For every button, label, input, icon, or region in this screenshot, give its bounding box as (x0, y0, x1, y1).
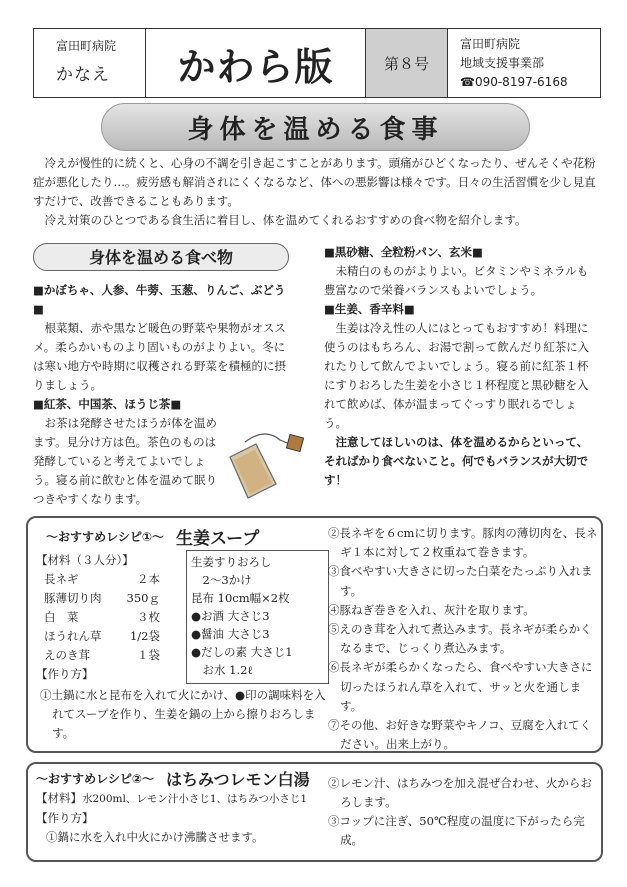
newsletter-nickname: かなえ (56, 65, 110, 85)
recipe-step: ③食べやすい大きさに切った白菜をたっぷり入れます。 (328, 564, 593, 598)
recipe-2-ingredients-text: 水200ml、レモン汁小さじ1、はちみつ小さじ1 (82, 793, 308, 805)
seasoning-item: お水 1.2ℓ (191, 663, 253, 677)
ingredient-qty: 350ｇ (126, 591, 160, 605)
recipe-1-left (36, 518, 326, 740)
food-text-tea: お茶は発酵させたほうが体を温めます。見分け方は色。茶色のものは発酵していると考えてよいでしょう。寝る前に飲むと体を温めて眠りつきやすくなります。 (33, 416, 217, 506)
hospital-name: 富田町病院 (56, 39, 117, 53)
ingredient-qty: ２本 (137, 572, 160, 586)
phone-number: ☎090-8197-6168 (460, 75, 568, 89)
masthead-hospital (34, 29, 146, 97)
ingredient-name: 長ネギ (44, 572, 79, 586)
masthead (33, 28, 601, 98)
dept-hospital: 富田町病院 (460, 37, 521, 51)
food-text-ginger: 生姜は冷え性の人にはとってもおすすめ！料理に使うのはもちろん、お湯で割って飲んだり紅茶に入れたりして飲んでよいでしょう。寝る前に紅茶１杯にすりおろした生姜を小さじ１杯程度と黒砂糖を入れて飲めば、体が温まってぐっすり眠れるでしょう。 (324, 321, 590, 430)
recipe-1-method-heading: 【作り方】 (36, 667, 94, 681)
seasoning-item: ●だしの素 大さじ1 (191, 645, 293, 659)
recipe-1-box (26, 516, 603, 753)
seasoning-item: 生姜すりおろし (191, 555, 272, 569)
food-note: 注意してほしいのは、体を温めるからといって、そればかり食べないこと。何でもバランスが大切です！ (324, 435, 589, 487)
recipe-1-name: 生姜スープ (175, 529, 260, 549)
food-heading-ginger: ■生姜、香辛料■ (324, 302, 415, 316)
recipe-2-title-row (36, 770, 331, 789)
dept-name: 地域支援事業部 (460, 56, 545, 70)
recipe-2-tag: ～おすすめレシピ②～ (36, 772, 154, 786)
recipe-2-step-1: ①鍋に水を入れ中火にかけ沸騰させます。 (46, 830, 264, 844)
recipe-step: ②レモン汁、はちみつを加え混ぜ合わせ、火からおろします。 (328, 776, 592, 809)
recipe-step: ②長ネギを６cmに切ります。豚肉の薄切肉を、長ネギ１本に対して２枚重ねて巻きます。 (328, 526, 598, 560)
recipe-step: ③コップに注ぎ、50℃程度の温度に下がったら完成。 (328, 814, 585, 847)
ingredient-name: 白 菜 (44, 610, 79, 624)
seasoning-item: ●お酒 大さじ3 (191, 609, 270, 623)
recipe-2-ingredients (36, 789, 331, 809)
recipe-2-box (26, 762, 603, 862)
recipe-1-step-1: ①土鍋に水と昆布を入れて火にかけ、●印の調味料を入れてスープを作り、生姜を鍋の上から擦りおろします。 (40, 688, 326, 740)
ingredient-qty: １袋 (137, 648, 160, 662)
tea-bag-illustration (220, 422, 310, 502)
recipe-step: ④豚ねぎ巻きを入れ、灰汁を取ります。 (328, 602, 535, 617)
food-text-vegetables: 根菜類、赤や黒など暖色の野菜や果物がオススメ。柔らかいものより固いものがよりよい。冬には寒い地方や時期に収穫される野菜を積極的に摂りましょう。 (33, 321, 286, 392)
food-heading-vegetables: ■かぼちゃ、人参、牛蒡、玉葱、りんご、ぶどう■ (33, 283, 286, 316)
recipe-2-left (36, 764, 331, 847)
recipe-1-tag: ～おすすめレシピ①～ (46, 530, 164, 544)
recipe-2-name: はちみつレモン白湯 (165, 770, 310, 789)
seasoning-item: ●醤油 大さじ3 (191, 627, 270, 641)
ingredient-qty: 1/2袋 (129, 629, 160, 643)
foods-section-title: 身体を温める食べ物 (33, 243, 289, 271)
recipe-step: ⑦その他、お好きな野菜やキノコ、豆腐を入れてください。出来上がり。 (328, 718, 592, 752)
recipe-2-steps (328, 774, 598, 850)
ingredient-name: えのき茸 (44, 648, 90, 662)
food-heading-grains: ■黒砂糖、全粒粉パン、玄米■ (324, 245, 483, 259)
recipe-1-steps (328, 524, 598, 754)
ingredient-name: ほうれん草 (44, 629, 102, 643)
seasoning-item: 昆布 10cm幅×2枚 (191, 591, 290, 605)
intro-paragraph-2: 冷え対策のひとつである食生活に着目し、体を温めてくれるおすすめの食べ物を紹介します。 (44, 213, 527, 227)
ingredient-name: 豚薄切り肉 (44, 591, 102, 605)
food-heading-tea: ■紅茶、中国茶、ほうじ茶■ (33, 397, 182, 411)
seasoning-box (186, 550, 329, 684)
intro (33, 154, 599, 230)
issue-number: 第８号 (366, 29, 448, 97)
recipe-1-ingredients-heading: 【材料（３人分）】 (36, 553, 134, 567)
food-text-grains: 未精白のものがよりよい。ビタミンやミネラルも豊富なので栄養バランスもよいでしょう。 (324, 264, 589, 297)
foods-right-column (324, 243, 594, 490)
ingredient-qty: ３枚 (137, 610, 160, 624)
recipe-1-title-row (36, 524, 321, 549)
recipe-step: ⑤えのき茸を入れて煮込みます。長ネギが柔らかくなるまで、じっくり煮込みます。 (328, 622, 592, 656)
newsletter-title: かわら版 (146, 29, 366, 97)
seasoning-item: 2～3かけ (191, 573, 252, 587)
recipe-2-ingredients-label: 【材料】 (36, 791, 82, 805)
intro-paragraph-1: 冷えが慢性的に続くと、心身の不調を引き起こすことがあります。頭痛がひどくなったり、ぜんそくや花粉症が悪化したり…。疲労感も解消されにくくなるなど、体への悪影響は様々です。日々の生活習慣を少し見直すだけで、改善できることもあります。 (33, 156, 596, 208)
feature-banner: 身体を温める食事 (101, 103, 530, 151)
masthead-contact (448, 29, 600, 97)
recipe-2-method-heading: 【作り方】 (36, 811, 94, 825)
recipe-step: ⑥長ネギが柔らかくなったら、食べやすい大きさに切ったほうれん草を入れて、サッと火を通します。 (328, 660, 593, 713)
